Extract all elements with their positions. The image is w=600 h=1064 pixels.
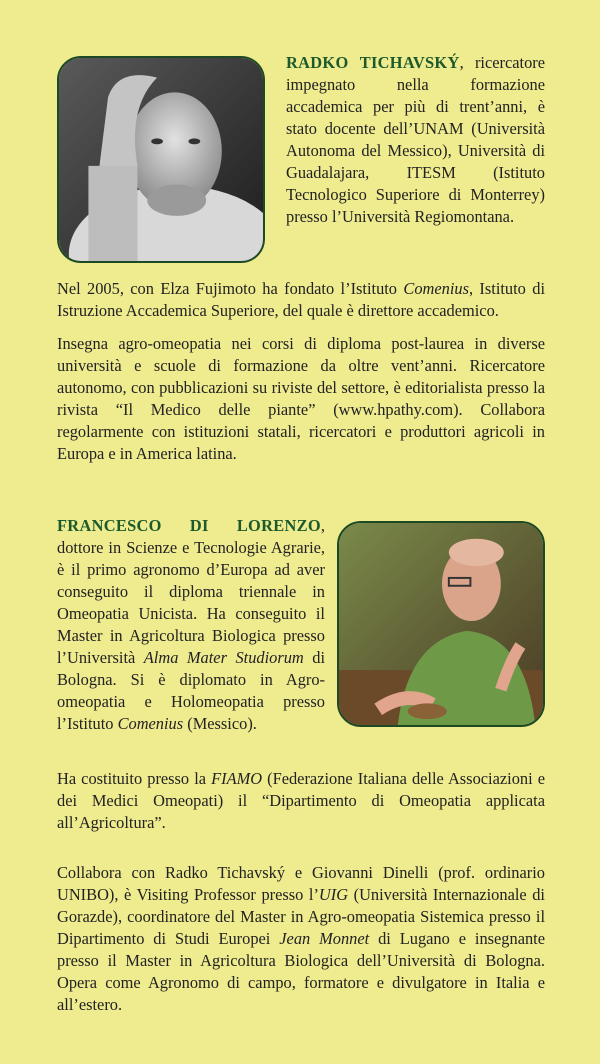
author1-p2-text-a: Nel 2005, con Elza Fujimoto ha fondato l’Istituto bbox=[57, 279, 404, 298]
author2-intro-block bbox=[57, 515, 545, 735]
author1-p2-emphasis: Comenius bbox=[403, 279, 469, 298]
author2-intro-text-b: di Bologna. Si è diplomato in Agro-omeopatia e Holomeopatia presso l’Istituto bbox=[57, 648, 325, 733]
author2-intro-emphasis-1: Alma Mater Studiorum bbox=[143, 648, 304, 667]
author2-intro-emphasis-2: Comenius bbox=[117, 714, 184, 733]
author1-portrait-image bbox=[59, 58, 263, 261]
author1-paragraph-2 bbox=[57, 278, 545, 322]
author2-intro-text-a: , dottore in Scienze e Tecnologie Agrarie, è il primo agronomo d’Europa ad aver conseguito il diploma triennale in Omeopatia Unicista. Ha conseguito il Master in Agricoltura Biologica presso l’Università bbox=[57, 516, 325, 667]
author1-photo bbox=[57, 56, 265, 263]
author2-p3-text-a: Collabora con Radko Tichavský e Giovanni Dinelli (prof. ordinario UNIBO), è Visiting Professor presso l’ bbox=[57, 863, 545, 904]
author1-p2-text-b: , Istituto di Istruzione Accademica Superiore, del quale è direttore accademico. bbox=[57, 279, 545, 320]
author1-name: RADKO TICHAVSKÝ bbox=[286, 53, 460, 72]
author2-intro-text-c: (Messico). bbox=[183, 714, 257, 733]
author2-p2-emphasis: FIAMO bbox=[211, 769, 263, 788]
author2-p3-text-c: di Lugano e insegnante presso il Master in Agricoltura Biologica dell’Università di Bologna. Opera come Agronomo di campo, formatore e divulgatore in Italia e all’estero. bbox=[57, 929, 545, 1014]
author1-paragraph-3: Insegna agro-omeopatia nei corsi di diploma post-laurea in diverse università e scuole di formazione da oltre vent’anni. Ricercatore autonomo, con pubblicazioni su riviste del settore, è editorialista presso la rivista “Il Medico delle piante” (www.hpathy.com). Collabora regolarmente con istituzioni statali, ricercatori e produttori agricoli in Europa e in America latina. bbox=[57, 334, 545, 463]
author1-intro bbox=[286, 52, 545, 228]
photo2-text-wrap bbox=[331, 515, 545, 727]
author2-paragraph-3 bbox=[57, 862, 545, 1016]
author2-paragraph-2 bbox=[57, 768, 545, 834]
author2-p2-text-b: (Federazione Italiana delle Associazioni e dei Medici Omeopati) il “Dipartimento di Omeopatia applicata all’Agricoltura”. bbox=[57, 769, 545, 832]
author2-p3-emphasis-2: Jean Monnet bbox=[279, 929, 370, 948]
author2-p3-text-b: (Università Internazionale di Gorazde), coordinatore del Master in Agro-omeopatia Sistemica presso il Dipartimento di Studi Europei bbox=[57, 885, 545, 948]
author2-p2-text-a: Ha costituito presso la bbox=[57, 769, 212, 788]
author2-p3-emphasis-1: UIG bbox=[318, 885, 349, 904]
author2-name: FRANCESCO DI LORENZO bbox=[57, 516, 321, 535]
author1-intro-text: , ricercatore impegnato nella formazione accademica per più di trent’anni, è stato docente dell’UNAM (Università Autonoma del Messico), Università di Guadalajara, ITESM (Istituto Tecnologico Superiore di Monterrey) presso l’Università Regiomontana. bbox=[286, 53, 545, 226]
